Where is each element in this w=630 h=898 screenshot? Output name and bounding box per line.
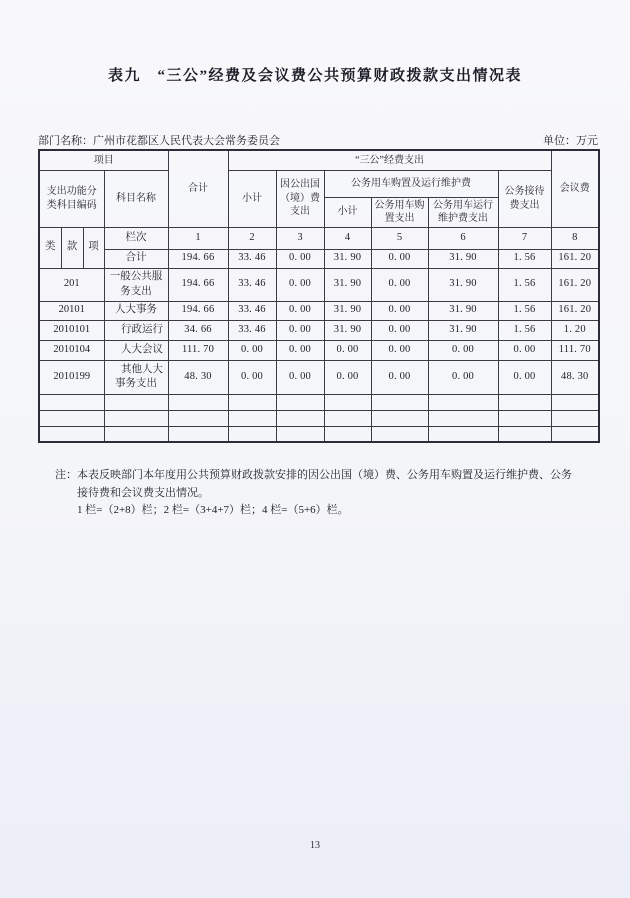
col-number: 8 bbox=[551, 227, 599, 249]
empty-cell bbox=[371, 410, 428, 426]
cell-value: 111. 70 bbox=[551, 340, 599, 360]
cell-value: 0. 00 bbox=[371, 360, 428, 394]
empty-cell bbox=[39, 394, 104, 410]
header-vehicle-maintenance: 公务用车运行维护费支出 bbox=[428, 197, 498, 227]
cell-value: 48. 30 bbox=[551, 360, 599, 394]
cell-value: 1. 56 bbox=[498, 249, 551, 268]
table-row bbox=[39, 360, 599, 394]
header-section: 款 bbox=[61, 227, 83, 268]
cell-value: 111. 70 bbox=[168, 340, 228, 360]
cell-value: 0. 00 bbox=[276, 340, 324, 360]
header-subtotal: 小计 bbox=[228, 170, 276, 227]
sangong-expense-table bbox=[38, 149, 600, 443]
col-number: 1 bbox=[168, 227, 228, 249]
cell-value: 31. 90 bbox=[428, 301, 498, 320]
empty-cell bbox=[168, 410, 228, 426]
row-name: 一般公共服务支出 bbox=[104, 268, 168, 301]
footnote-body bbox=[77, 467, 582, 520]
empty-cell bbox=[498, 394, 551, 410]
cell-value: 0. 00 bbox=[276, 268, 324, 301]
table-row bbox=[39, 268, 599, 301]
empty-cell bbox=[276, 426, 324, 442]
empty-cell bbox=[228, 410, 276, 426]
cell-value: 31. 90 bbox=[428, 320, 498, 340]
cell-value: 0. 00 bbox=[324, 340, 371, 360]
cell-value: 0. 00 bbox=[428, 340, 498, 360]
col-number: 3 bbox=[276, 227, 324, 249]
cell-value: 0. 00 bbox=[276, 360, 324, 394]
cell-value: 0. 00 bbox=[371, 268, 428, 301]
row-name: 行政运行 bbox=[104, 320, 168, 340]
empty-cell bbox=[228, 394, 276, 410]
cell-value: 1. 20 bbox=[551, 320, 599, 340]
row-name: 其他人大事务支出 bbox=[104, 360, 168, 394]
col-number: 4 bbox=[324, 227, 371, 249]
col-number: 7 bbox=[498, 227, 551, 249]
header-vehicle-group: 公务用车购置及运行维护费 bbox=[324, 170, 498, 197]
page-title: 表九 “三公”经费及会议费公共预算财政拨款支出情况表 bbox=[107, 68, 522, 84]
row-code: 201 bbox=[39, 268, 104, 301]
cell-value: 0. 00 bbox=[371, 340, 428, 360]
header-reception-expense: 公务接待费支出 bbox=[498, 170, 551, 227]
empty-cell bbox=[371, 394, 428, 410]
header-sangong-group: “三公”经费支出 bbox=[228, 150, 551, 170]
header-total: 合计 bbox=[168, 150, 228, 227]
cell-value: 33. 46 bbox=[228, 320, 276, 340]
header-function-code: 支出功能分类科目编码 bbox=[39, 170, 104, 227]
empty-cell bbox=[276, 410, 324, 426]
empty-cell bbox=[276, 394, 324, 410]
cell-value: 33. 46 bbox=[228, 249, 276, 268]
empty-cell bbox=[498, 410, 551, 426]
footnote-line1: 本表反映部门本年度用公共预算财政拨款安排的因公出国（境）费、公务用车购置及运行维护费、公务接待费和会议费支出情况。 bbox=[77, 469, 572, 499]
department-name-label: 部门名称：广州市花都区人民代表大会常务委员会 bbox=[38, 135, 280, 147]
cell-value: 1. 56 bbox=[498, 301, 551, 320]
table-row-empty bbox=[39, 410, 599, 426]
table-row bbox=[39, 301, 599, 320]
header-project: 项目 bbox=[39, 150, 168, 170]
table-row bbox=[39, 340, 599, 360]
header-meeting-fee: 会议费 bbox=[551, 150, 599, 227]
col-number: 6 bbox=[428, 227, 498, 249]
cell-value: 0. 00 bbox=[371, 301, 428, 320]
cell-value: 0. 00 bbox=[498, 340, 551, 360]
cell-value: 0. 00 bbox=[498, 360, 551, 394]
empty-cell bbox=[551, 410, 599, 426]
empty-cell bbox=[324, 426, 371, 442]
cell-value: 34. 66 bbox=[168, 320, 228, 340]
empty-cell bbox=[104, 394, 168, 410]
empty-cell bbox=[428, 426, 498, 442]
cell-value: 194. 66 bbox=[168, 268, 228, 301]
empty-cell bbox=[428, 410, 498, 426]
header-subject-name: 科目名称 bbox=[104, 170, 168, 227]
cell-value: 0. 00 bbox=[228, 340, 276, 360]
cell-value: 31. 90 bbox=[324, 301, 371, 320]
cell-value: 0. 00 bbox=[276, 249, 324, 268]
empty-cell bbox=[168, 394, 228, 410]
header-abroad-expense: 因公出国（境）费支出 bbox=[276, 170, 324, 227]
table-row bbox=[39, 320, 599, 340]
empty-cell bbox=[428, 394, 498, 410]
cell-value: 161. 20 bbox=[551, 301, 599, 320]
row-name: 人大事务 bbox=[104, 301, 168, 320]
empty-cell bbox=[104, 410, 168, 426]
empty-cell bbox=[168, 426, 228, 442]
cell-value: 31. 90 bbox=[324, 268, 371, 301]
cell-value: 0. 00 bbox=[371, 320, 428, 340]
table-meta-row bbox=[38, 132, 598, 148]
cell-value: 0. 00 bbox=[371, 249, 428, 268]
column-number-row bbox=[39, 227, 599, 249]
col-number: 5 bbox=[371, 227, 428, 249]
cell-value: 0. 00 bbox=[228, 360, 276, 394]
empty-cell bbox=[39, 426, 104, 442]
cell-value: 48. 30 bbox=[168, 360, 228, 394]
col-number: 2 bbox=[228, 227, 276, 249]
empty-cell bbox=[371, 426, 428, 442]
cell-value: 31. 90 bbox=[428, 249, 498, 268]
footnote-line2: 1 栏=（2+8）栏；2 栏=（3+4+7）栏；4 栏=（5+6）栏。 bbox=[77, 504, 349, 517]
cell-value: 161. 20 bbox=[551, 249, 599, 268]
cell-value: 33. 46 bbox=[228, 301, 276, 320]
cell-value: 0. 00 bbox=[276, 301, 324, 320]
cell-value: 194. 66 bbox=[168, 249, 228, 268]
row-code: 2010101 bbox=[39, 320, 104, 340]
cell-value: 1. 56 bbox=[498, 320, 551, 340]
cell-value: 0. 00 bbox=[324, 360, 371, 394]
header-lanci: 栏次 bbox=[104, 227, 168, 249]
empty-cell bbox=[104, 426, 168, 442]
header-class: 类 bbox=[39, 227, 61, 268]
row-code: 20101 bbox=[39, 301, 104, 320]
empty-cell bbox=[324, 394, 371, 410]
empty-cell bbox=[551, 426, 599, 442]
empty-cell bbox=[39, 410, 104, 426]
table-row-empty bbox=[39, 394, 599, 410]
row-code: 2010199 bbox=[39, 360, 104, 394]
page-number: 13 bbox=[310, 840, 320, 851]
cell-value: 161. 20 bbox=[551, 268, 599, 301]
header-vehicle-purchase: 公务用车购置支出 bbox=[371, 197, 428, 227]
table-row-empty bbox=[39, 426, 599, 442]
unit-label: 单位：万元 bbox=[543, 135, 598, 147]
footnote-label: 注： bbox=[55, 469, 77, 481]
row-name: 人大会议 bbox=[104, 340, 168, 360]
empty-cell bbox=[324, 410, 371, 426]
cell-value: 0. 00 bbox=[428, 360, 498, 394]
footnote bbox=[55, 467, 590, 520]
cell-value: 1. 56 bbox=[498, 268, 551, 301]
empty-cell bbox=[551, 394, 599, 410]
cell-value: 31. 90 bbox=[324, 249, 371, 268]
header-vehicle-subtotal: 小计 bbox=[324, 197, 371, 227]
cell-value: 194. 66 bbox=[168, 301, 228, 320]
empty-cell bbox=[228, 426, 276, 442]
cell-value: 33. 46 bbox=[228, 268, 276, 301]
cell-value: 31. 90 bbox=[428, 268, 498, 301]
table-row-total bbox=[39, 249, 599, 268]
row-code: 2010104 bbox=[39, 340, 104, 360]
empty-cell bbox=[498, 426, 551, 442]
header-item: 项 bbox=[83, 227, 104, 268]
cell-value: 0. 00 bbox=[276, 320, 324, 340]
cell-value: 31. 90 bbox=[324, 320, 371, 340]
row-name: 合计 bbox=[104, 249, 168, 268]
